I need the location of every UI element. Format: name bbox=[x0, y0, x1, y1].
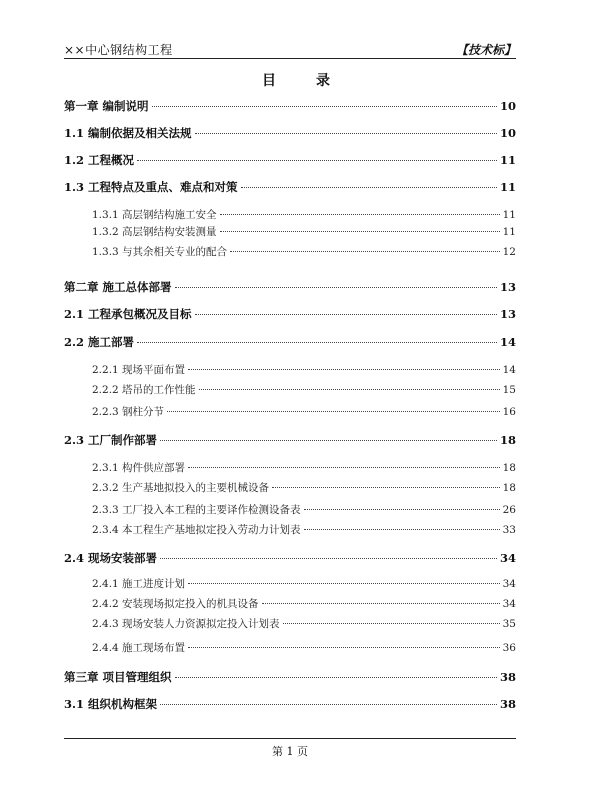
page-number: 第 1 页 bbox=[272, 745, 308, 758]
toc-entry-label: 1.2 工程概况 bbox=[64, 153, 135, 167]
toc-dot-leader bbox=[188, 467, 500, 468]
toc-entry-label: 2.3 工厂制作部署 bbox=[64, 433, 158, 447]
toc-dot-leader bbox=[175, 287, 497, 288]
toc-entry[interactable] bbox=[64, 432, 516, 448]
toc-entry-page: 34 bbox=[502, 598, 516, 610]
toc-entry-label: 2.3.2 生产基地拟投入的主要机械设备 bbox=[92, 482, 270, 494]
toc-entry-page: 10 bbox=[499, 99, 516, 113]
document-type-label: 【技术标】 bbox=[455, 43, 516, 57]
toc-entry-label: 1.3.2 高层钢结构安装测量 bbox=[92, 226, 217, 238]
toc-entry[interactable] bbox=[92, 382, 516, 398]
toc-entry-label: 2.4.4 施工现场布置 bbox=[92, 642, 186, 654]
toc-entry-page: 11 bbox=[502, 226, 516, 238]
toc-entry-page: 18 bbox=[502, 462, 516, 474]
toc-dot-leader bbox=[272, 487, 500, 488]
toc-entry[interactable] bbox=[64, 669, 516, 685]
toc-entry[interactable] bbox=[92, 362, 516, 378]
toc-entry-label: 2.2.3 钢柱分节 bbox=[92, 406, 165, 418]
toc-entry-label: 3.1 组织机构框架 bbox=[64, 697, 158, 711]
toc-entry-label: 第一章 编制说明 bbox=[64, 99, 149, 113]
toc-entry[interactable] bbox=[92, 224, 516, 240]
toc-dot-leader bbox=[152, 106, 497, 107]
toc-entry[interactable] bbox=[64, 334, 516, 350]
toc-entry-label: 2.2 施工部署 bbox=[64, 335, 135, 349]
toc-entry[interactable] bbox=[64, 279, 516, 295]
toc-entry-page: 15 bbox=[502, 384, 516, 396]
toc-dot-leader bbox=[220, 231, 500, 232]
toc-entry-page: 13 bbox=[499, 307, 516, 321]
toc-dot-leader bbox=[230, 251, 500, 252]
toc-entry-page: 34 bbox=[499, 551, 516, 565]
toc-entry-label: 2.4.2 安装现场拟定投入的机具设备 bbox=[92, 598, 259, 610]
toc-entry-page: 26 bbox=[502, 504, 516, 516]
toc-entry[interactable] bbox=[64, 125, 516, 141]
toc-entry[interactable] bbox=[92, 404, 516, 420]
toc-heading-char-1: 目 bbox=[262, 73, 278, 89]
toc-dot-leader bbox=[220, 214, 500, 215]
toc-entry-page: 18 bbox=[499, 433, 516, 447]
toc-entry[interactable] bbox=[92, 480, 516, 496]
toc-entry-page: 18 bbox=[502, 482, 516, 494]
toc-entry-label: 2.1 工程承包概况及目标 bbox=[64, 307, 192, 321]
toc-entry[interactable] bbox=[64, 98, 516, 114]
toc-dot-leader bbox=[195, 133, 497, 134]
toc-entry[interactable] bbox=[92, 460, 516, 476]
toc-dot-leader bbox=[188, 369, 500, 370]
toc-entry-page: 35 bbox=[502, 618, 516, 630]
toc-entry[interactable] bbox=[92, 207, 516, 223]
toc-entry[interactable] bbox=[92, 576, 516, 592]
toc-dot-leader bbox=[262, 603, 500, 604]
toc-entry-label: 第二章 施工总体部署 bbox=[64, 280, 172, 294]
toc-entry-label: 1.3.3 与其余相关专业的配合 bbox=[92, 246, 228, 258]
toc-dot-leader bbox=[283, 623, 500, 624]
toc-dot-leader bbox=[188, 647, 500, 648]
toc-entry-label: 1.3 工程特点及重点、难点和对策 bbox=[64, 180, 238, 194]
toc-entry-page: 14 bbox=[499, 335, 516, 349]
toc-entry[interactable] bbox=[64, 550, 516, 566]
toc-entry[interactable] bbox=[64, 696, 516, 712]
toc-entry-label: 2.3.4 本工程生产基地拟定投入劳动力计划表 bbox=[92, 524, 301, 536]
toc-entry[interactable] bbox=[92, 502, 516, 518]
toc-entry[interactable] bbox=[64, 152, 516, 168]
toc-entry-page: 13 bbox=[499, 280, 516, 294]
toc-entry-page: 38 bbox=[499, 697, 516, 711]
toc-entry[interactable] bbox=[92, 244, 516, 260]
toc-dot-leader bbox=[167, 411, 500, 412]
toc-entry-page: 12 bbox=[502, 246, 516, 258]
toc-dot-leader bbox=[304, 529, 500, 530]
toc-entry-page: 11 bbox=[499, 153, 516, 167]
toc-entry-page: 10 bbox=[499, 126, 516, 140]
toc-dot-leader bbox=[175, 677, 497, 678]
toc-dot-leader bbox=[160, 440, 497, 441]
toc-entry[interactable] bbox=[64, 179, 516, 195]
toc-entry-label: 2.4 现场安装部署 bbox=[64, 551, 158, 565]
toc-entry-label: 1.3.1 高层钢结构施工安全 bbox=[92, 209, 217, 221]
toc-entry[interactable] bbox=[92, 616, 516, 632]
toc-entry[interactable] bbox=[92, 522, 516, 538]
toc-dot-leader bbox=[188, 583, 500, 584]
toc-entry-page: 33 bbox=[502, 524, 516, 536]
toc-entry[interactable] bbox=[64, 306, 516, 322]
toc-heading-char-2: 录 bbox=[316, 73, 332, 89]
toc-dot-leader bbox=[160, 704, 497, 705]
project-title: ××中心钢结构工程 bbox=[64, 43, 173, 57]
toc-entry-label: 2.3.1 构件供应部署 bbox=[92, 462, 186, 474]
toc-entry-label: 2.2.1 现场平面布置 bbox=[92, 364, 186, 376]
toc-entry-page: 14 bbox=[502, 364, 516, 376]
toc-entry-page: 38 bbox=[499, 670, 516, 684]
toc-dot-leader bbox=[195, 314, 497, 315]
toc-dot-leader bbox=[199, 389, 500, 390]
toc-entry-page: 11 bbox=[499, 180, 516, 194]
toc-dot-leader bbox=[304, 509, 500, 510]
toc-entry-label: 2.2.2 塔吊的工作性能 bbox=[92, 384, 196, 396]
toc-entry-label: 2.3.3 工厂投入本工程的主要译作检测设备表 bbox=[92, 504, 301, 516]
page-header bbox=[64, 38, 516, 59]
toc-entry-page: 34 bbox=[502, 578, 516, 590]
toc-entry[interactable] bbox=[92, 596, 516, 612]
toc-entry-page: 16 bbox=[502, 406, 516, 418]
toc-entry-label: 第三章 项目管理组织 bbox=[64, 670, 172, 684]
toc-dot-leader bbox=[137, 160, 497, 161]
toc-dot-leader bbox=[137, 342, 497, 343]
toc-entry-label: 2.4.3 现场安装人力资源拟定投入计划表 bbox=[92, 618, 280, 630]
toc-heading bbox=[0, 70, 594, 90]
toc-entry-label: 1.1 编制依据及相关法规 bbox=[64, 126, 192, 140]
toc-entry-page: 36 bbox=[502, 642, 516, 654]
toc-entry[interactable] bbox=[92, 640, 516, 656]
toc-dot-leader bbox=[241, 187, 497, 188]
toc-entry-label: 2.4.1 施工进度计划 bbox=[92, 578, 186, 590]
page-footer bbox=[64, 738, 516, 759]
toc-entry-page: 11 bbox=[502, 209, 516, 221]
toc-dot-leader bbox=[160, 558, 497, 559]
